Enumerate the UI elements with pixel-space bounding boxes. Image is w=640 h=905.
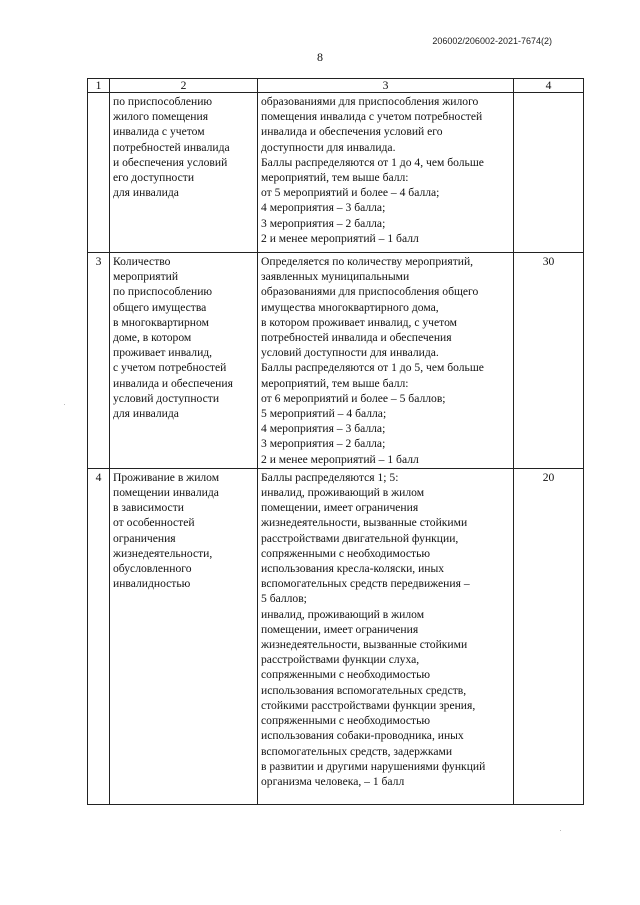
cell-text-line: Баллы распределяются от 1 до 5, чем больше [261,361,484,375]
cell-text-line: 3 мероприятия – 2 балла; [261,216,386,230]
cell-text-line: образованиями для приспособления жилого [261,95,479,108]
cell-text-line: 4 мероприятия – 3 балла; [261,201,386,215]
column-header: 2 [110,79,258,93]
cell-text-line: от особенностей [113,516,195,530]
cell-text-line: сопряженными с необходимостью [261,668,431,682]
points-cell [514,93,584,253]
cell-text-line: по приспособлению [113,95,213,108]
cell-text-line: Баллы распределяются 1; 5: [261,470,399,484]
cell-text-line: обусловленного [113,562,192,576]
cell-text-line: инвалида и обеспечения условий его [261,125,443,139]
cell-text-line: мероприятий [113,270,179,284]
cell-text-line: помещении, имеет ограничения [261,622,419,636]
criterion-cell [110,253,258,469]
cell-text-line: по приспособлению [113,285,213,299]
criterion-cell [110,468,258,804]
cell-text-line: в котором проживает инвалид, с учетом [261,315,457,329]
cell-text-line: использования вспомогательных средств, [261,683,467,697]
points-cell: 30 [514,253,584,469]
cell-text-line: инвалида с учетом [113,125,205,139]
cell-text-line: сопряженными с необходимостью [261,714,431,728]
column-header: 1 [88,79,110,93]
table-row [88,93,584,253]
cell-text-line: организма человека, – 1 балл [261,774,405,788]
page-number: 8 [317,50,323,64]
description-cell [258,253,514,469]
cell-text-line: инвалид, проживающий в жилом [261,486,425,500]
cell-text-line: заявленных муниципальными [261,270,410,284]
cell-text-line: расстройствами функции слуха, [261,653,420,667]
scan-speck [64,404,65,405]
cell-text-line: Баллы распределяются от 1 до 4, чем больше [261,155,484,169]
row-number-cell [88,93,110,253]
cell-text-line: в развитии и другими нарушениями функций [261,759,486,773]
scan-speck [560,830,561,831]
cell-text-line: доступности для инвалида. [261,140,396,154]
cell-text-line: от 5 мероприятий и более – 4 балла; [261,186,440,200]
points-cell: 20 [514,468,584,804]
table-row [88,253,584,469]
cell-text-line: потребностей инвалида [113,140,230,154]
cell-text-line: имущества многоквартирного дома, [261,300,439,314]
cell-text-line: жизнедеятельности, вызванные стойкими [261,516,468,530]
cell-text-line: с учетом потребностей [113,361,227,375]
cell-text-line: 2 и менее мероприятий – 1 балл [261,231,419,245]
cell-text-line: 2 и менее мероприятий – 1 балл [261,452,419,466]
cell-text-line: для инвалида [113,186,179,200]
cell-text-line: в зависимости [113,501,184,515]
column-header: 4 [514,79,584,93]
cell-text-line: и обеспечения условий [113,155,228,169]
cell-text-line: инвалидностью [113,577,191,591]
cell-text-line: Количество [113,255,171,268]
table-header-row [88,79,584,93]
cell-text-line: Проживание в жилом [113,470,220,484]
column-header: 3 [258,79,514,93]
cell-text-line: от 6 мероприятий и более – 5 баллов; [261,391,446,405]
cell-text-line: для инвалида [113,407,179,421]
cell-text-line: 5 мероприятий – 4 балла; [261,407,387,421]
cell-text-line: мероприятий, тем выше балл: [261,376,409,390]
cell-text-line: инвалид, проживающий в жилом [261,607,425,621]
cell-text-line: инвалида и обеспечения [113,376,233,390]
document-id: 206002/206002-2021-7674(2) [432,36,552,46]
cell-text-line: потребностей инвалида и обеспечения [261,331,452,345]
cell-text-line: 5 баллов; [261,592,307,606]
cell-text-line: вспомогательных средств передвижения – [261,577,470,591]
cell-text-line: 3 мероприятия – 2 балла; [261,437,386,451]
cell-text-line: общего имущества [113,300,207,314]
cell-text-line: мероприятий, тем выше балл: [261,171,409,185]
cell-text-line: ограничения [113,531,176,545]
cell-text-line: стойкими расстройствами функции зрения, [261,698,476,712]
criteria-table [87,78,584,805]
cell-text-line: использования кресла-коляски, иных [261,562,445,576]
description-cell [258,93,514,253]
cell-text-line: сопряженными с необходимостью [261,546,431,560]
description-cell [258,468,514,804]
criterion-cell [110,93,258,253]
cell-text-line: расстройствами двигательной функции, [261,531,459,545]
cell-text-line: помещении, имеет ограничения [261,501,419,515]
cell-text-line: Определяется по количеству мероприятий, [261,255,474,268]
cell-text-line: его доступности [113,171,195,185]
cell-text-line: проживает инвалид, [113,346,213,360]
cell-text-line: в многоквартирном [113,315,209,329]
cell-text-line: 4 мероприятия – 3 балла; [261,422,386,436]
cell-text-line: вспомогательных средств, задержками [261,744,453,758]
cell-text-line: помещения инвалида с учетом потребностей [261,110,483,124]
cell-text-line: жилого помещения [113,110,209,124]
cell-text-line: доме, в котором [113,331,192,345]
row-number-cell: 3 [88,253,110,469]
cell-text-line: условий доступности [113,391,220,405]
cell-text-line: использования собаки-проводника, иных [261,729,464,743]
cell-text-line: условий доступности для инвалида. [261,346,439,360]
cell-text-line: образованиями для приспособления общего [261,285,479,299]
cell-text-line: жизнедеятельности, [113,546,213,560]
row-number-cell: 4 [88,468,110,804]
table-row [88,468,584,804]
cell-text-line: жизнедеятельности, вызванные стойкими [261,638,468,652]
cell-text-line: помещении инвалида [113,486,219,500]
